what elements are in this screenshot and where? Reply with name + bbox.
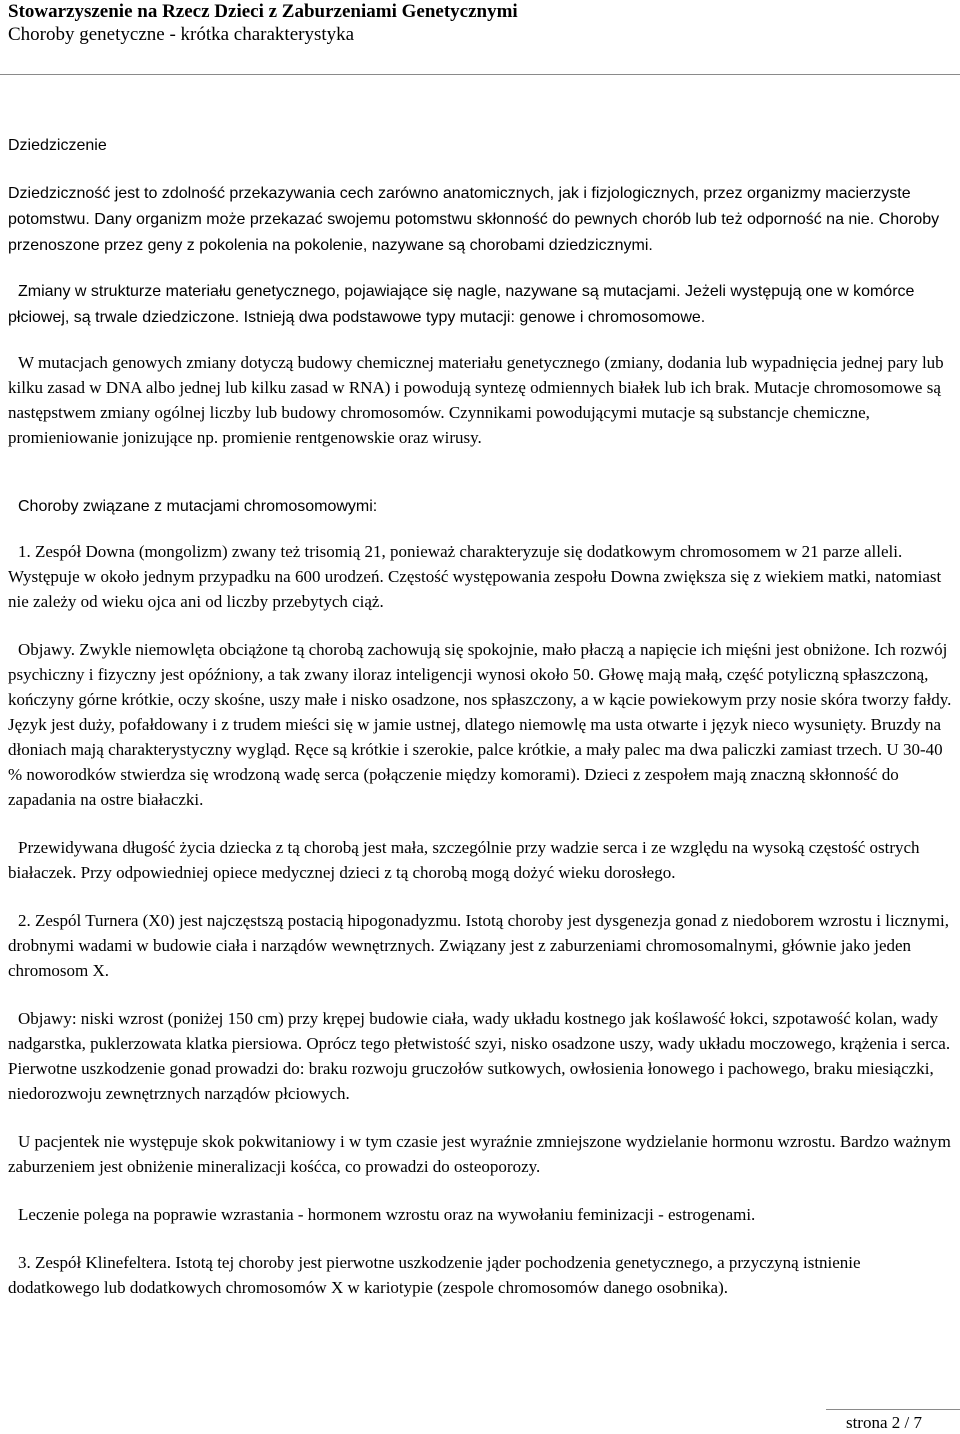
paragraph-turner-treatment: Leczenie polega na poprawie wzrastania - hormonem wzrostu oraz na wywołaniu feminizacji - estrogenami. <box>18 1205 756 1224</box>
paragraph-klinefelter-syndrome: 3. Zespół Klinefeltera. Istotą tej choroby jest pierwotne uszkodzenie jąder pochodzenia genetycznego, a przyczyną istnienie dodatkowego lub dodatkowych chromosomów X w kariotypie (zespole chromosomów danego osobnika). <box>8 1253 861 1297</box>
paragraph-turner-symptoms: Objawy: niski wzrost (poniżej 150 cm) przy krępej budowie ciała, wady układu kostnego jak koślawość łokci, szpotawość kolan, wady nadgarstka, puklerzowata klatka piersiowa. Oprócz tego płetwistość szyi, nisko osadzone uszy, wady układu moczowego, krążenia i serca. Pierwotne uszkodzenie gonad prowadzi do: braku rozwoju gruczołów sutkowych, owłosienia łonowego i pachowego, braku miesiączki, niedorozwoju zewnętrznych narządów płciowych. <box>8 1009 951 1103</box>
paragraph-gene-mutations: W mutacjach genowych zmiany dotyczą budowy chemicznej materiału genetycznego (zmiany, dodania lub wypadnięcia jednej pary lub kilku zasad w DNA albo jednej lub kilku zasad w RNA) i powodują syntezę odmiennych białek lub ich brak. Mutacje chromosomowe są następstwem zmiany ogólnej liczby lub budowy chromosomów. Czynnikami powodującymi mutacje są substancje chemiczne, promieniowanie jonizujące np. promienie rentgenowskie oraz wirusy. <box>8 353 944 447</box>
paragraph-down-life-expectancy: Przewidywana długość życia dziecka z tą chorobą jest mała, szczególnie przy wadzie serca i ze względu na wysoką częstość ostrych białaczek. Przy odpowiedniej opiece medycznej dzieci z tą chorobą mogą dożyć wieku dorosłego. <box>8 838 920 882</box>
document-body <box>8 133 952 1300</box>
section-heading-chromosomal: Choroby związane z mutacjami chromosomowymi: <box>18 498 378 515</box>
footer-divider <box>826 1409 960 1410</box>
page-number: strona 2 / 7 <box>845 1413 922 1432</box>
paragraph-down-symptoms: Objawy. Zwykle niemowlęta obciążone tą chorobą zachowują się spokojnie, mało płaczą a napięcie ich mięśni jest obniżone. Ich rozwój psychiczny i fizyczny jest opóźniony, a tak zwany iloraz inteligencji wynosi około 50. Głowę mają małą, część potyliczną spłaszczoną, kończyny górne krótkie, oczy skośne, uszy małe i nisko osadzone, nos spłaszczony, a w kącie powiekowym przy nosie skóra tworzy fałdy. Język jest duży, pofałdowany i z trudem mieści się w jamie ustnej, dlatego niemowlę ma usta otwarte i język nieco wysunięty. Bruzdy na dłoniach mają charakterystyczny wygląd. Ręce są krótkie i szerokie, palce krótkie, a mały palec ma dwa paliczki zamiast trzech. U 30-40 % noworodków stwierdza się wrodzoną wadę serca (połączenie między komorami). Dzieci z zespołem mają znaczną skłonność do zapadania na ostre białaczki. <box>8 640 952 809</box>
paragraph-mutations: Zmiany w strukturze materiału genetycznego, pojawiające się nagle, nazywane są mutacjami. Jeżeli występują one w komórce płciowej, są trwale dziedziczone. Istnieją dwa podstawowe typy mutacji: genowe i chromosomowe. <box>8 283 915 326</box>
section-heading-heredity: Dziedziczenie <box>8 137 107 154</box>
document-subtitle: Choroby genetyczne - krótka charakterystyka <box>8 24 355 45</box>
organization-title: Stowarzyszenie na Rzecz Dzieci z Zaburzeniami Genetycznymi <box>8 1 518 22</box>
paragraph-turner-syndrome: 2. Zespól Turnera (X0) jest najczęstszą postacią hipogonadyzmu. Istotą choroby jest dysgenezja gonad z niedoborem wzrostu i licznymi, drobnymi wadami w budowie ciała i narządów wewnętrznych. Związany jest z zaburzeniami chromosomalnymi, głównie jako jeden chromosom X. <box>8 911 949 980</box>
paragraph-turner-puberty: U pacjentek nie występuje skok pokwitaniowy i w tym czasie jest wyraźnie zmniejszone wydzielanie hormonu wzrostu. Bardzo ważnym zaburzeniem jest obniżenie mineralizacji kośćca, co prowadzi do osteoporozy. <box>8 1132 951 1176</box>
paragraph-heredity: Dziedziczność jest to zdolność przekazywania cech zarówno anatomicznych, jak i fizjologicznych, przez organizmy macierzyste potomstwu. Dany organizm może przekazać swojemu potomstwu skłonność do pewnych chorób lub też odporność na nie. Choroby przenoszone przez geny z pokolenia na pokolenie, nazywane są chorobami dziedzicznymi. <box>8 185 940 254</box>
header-divider <box>0 74 960 75</box>
paragraph-down-syndrome: 1. Zespół Downa (mongolizm) zwany też trisomią 21, ponieważ charakteryzuje się dodatkowym chromosomem w 21 parze alleli. Występuje w około jednym przypadku na 600 urodzeń. Częstość występowania zespołu Downa zwiększa się z wiekiem matki, natomiast nie zależy od wieku ojca ani od liczby przebytych ciąż. <box>8 542 942 611</box>
